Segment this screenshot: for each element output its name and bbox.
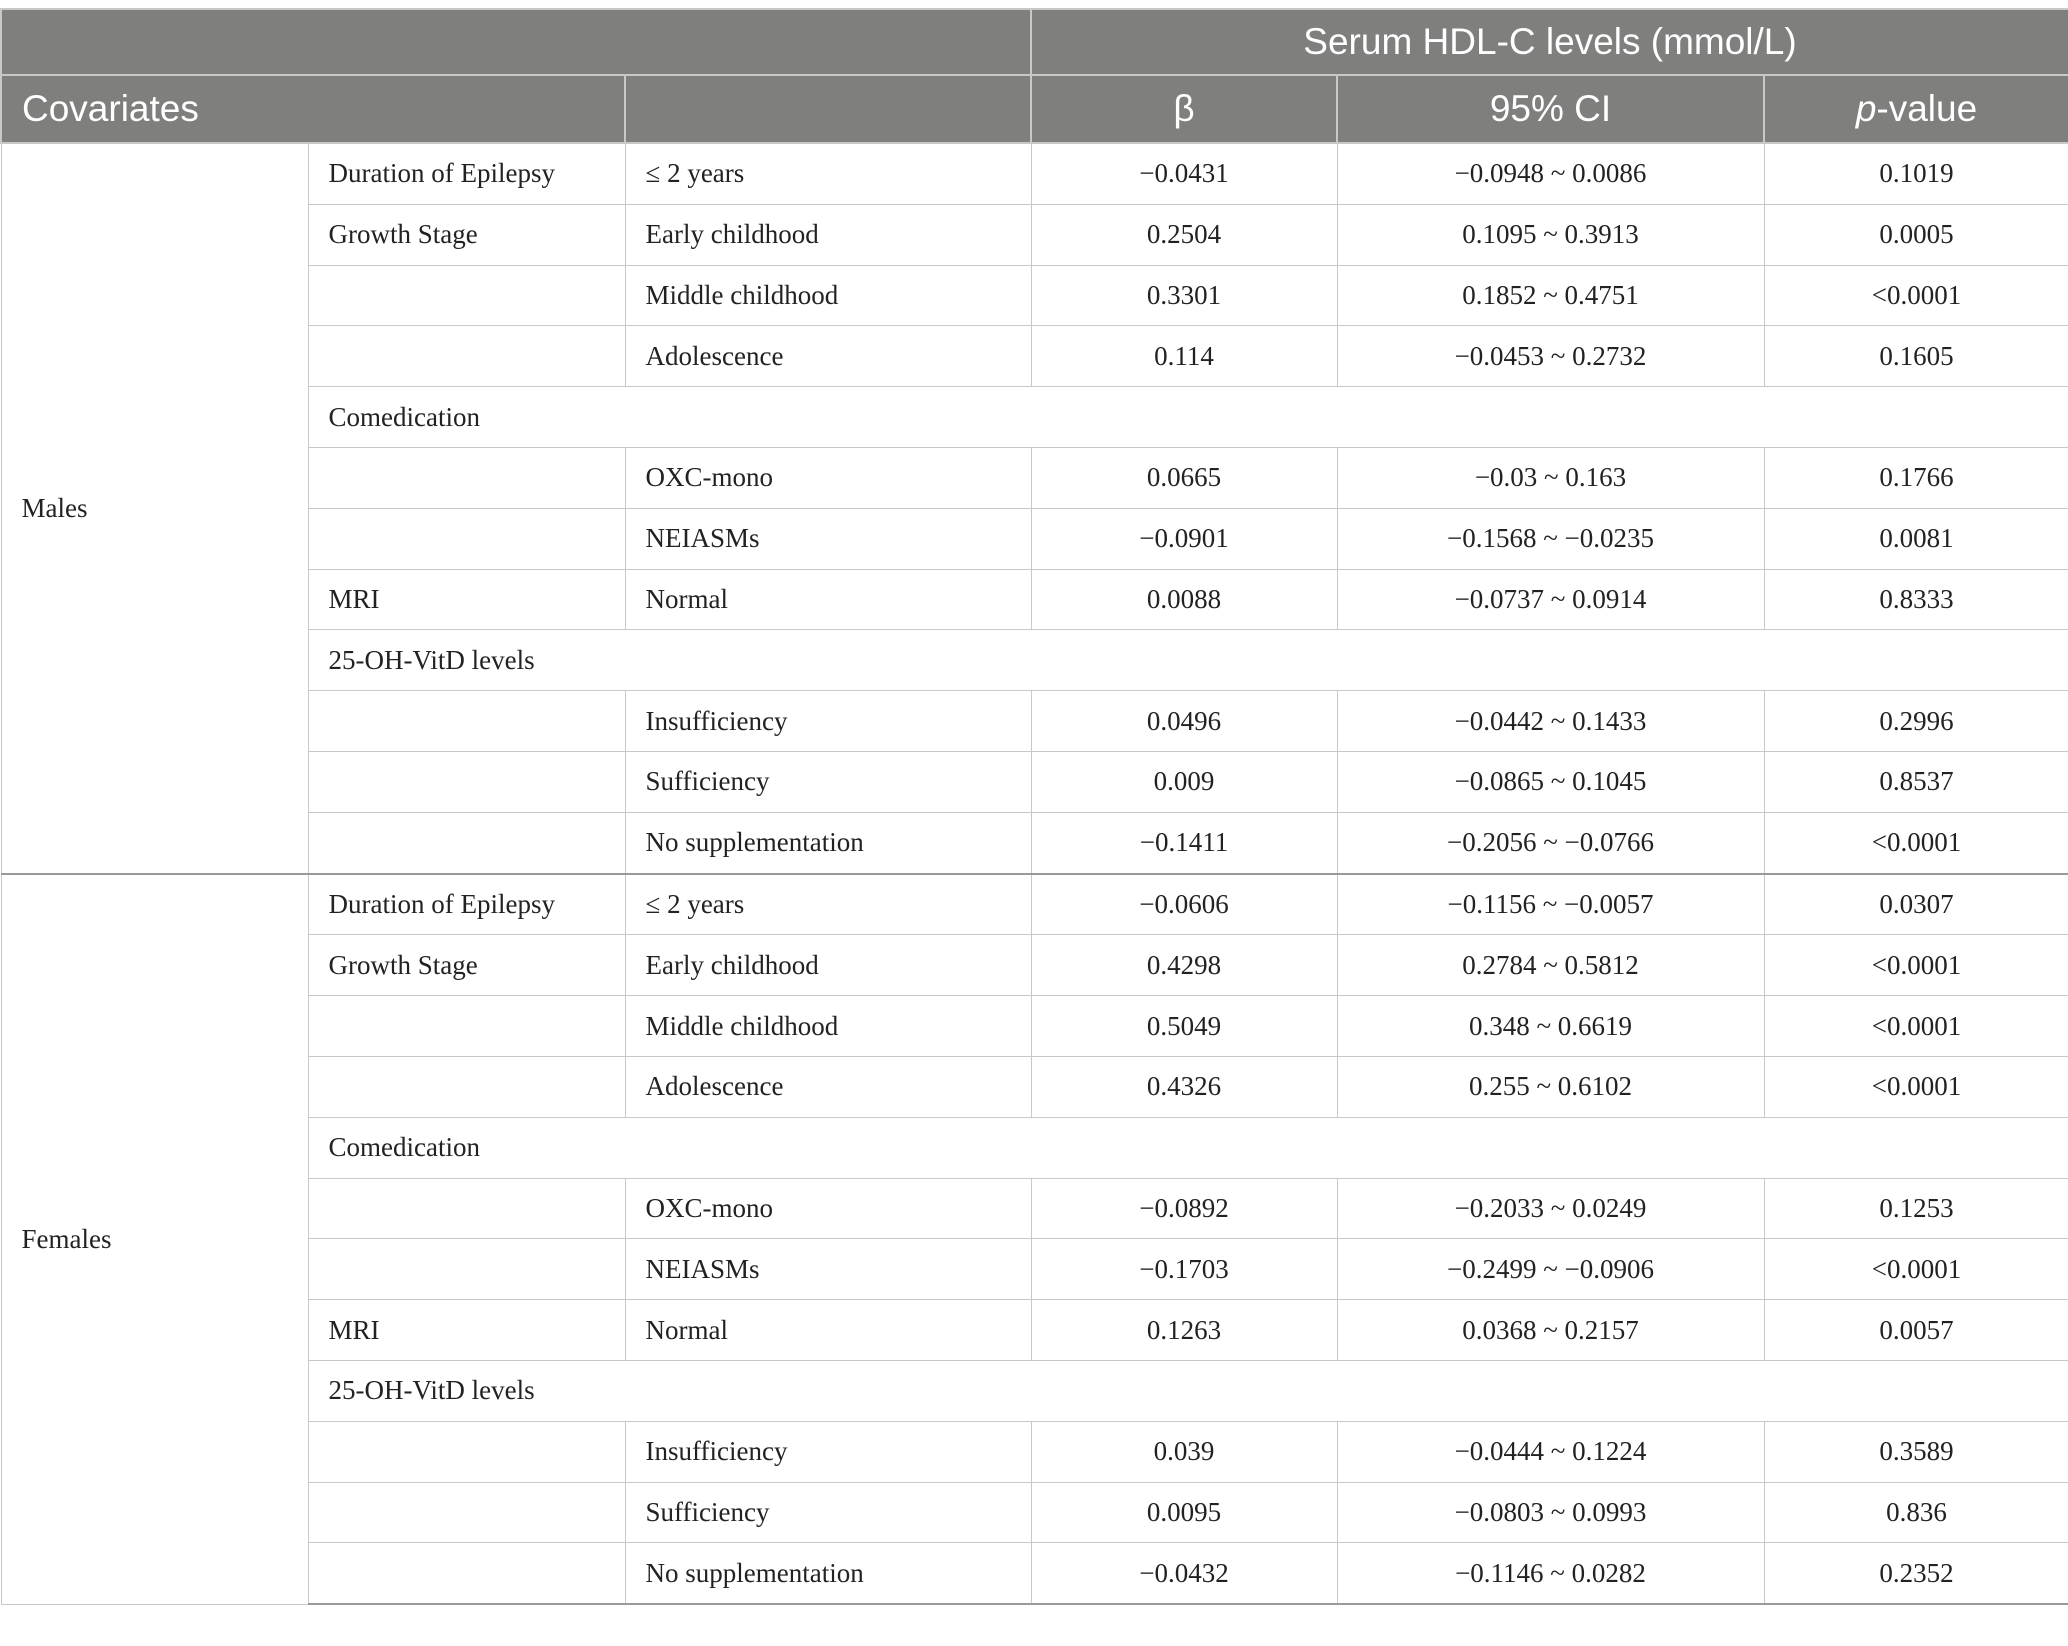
p-value-cell: 0.1253: [1764, 1178, 2068, 1239]
covariate-cell: [308, 1482, 625, 1543]
covariate-cell: [308, 326, 625, 387]
table-row: [1, 1239, 2068, 1300]
beta-cell: 0.4298: [1031, 935, 1337, 996]
ci-cell: −0.0442 ~ 0.1433: [1337, 691, 1764, 752]
p-value-cell: 0.1019: [1764, 143, 2068, 204]
p-value-header: [1764, 75, 2068, 143]
covariate-cell: [308, 1543, 625, 1604]
p-value-cell: 0.2352: [1764, 1543, 2068, 1604]
beta-cell: −0.0432: [1031, 1543, 1337, 1604]
table-body: [1, 143, 2068, 1604]
table-row: [1, 447, 2068, 508]
ci-cell: 0.1852 ~ 0.4751: [1337, 265, 1764, 326]
p-value-cell: 0.8537: [1764, 751, 2068, 812]
level-cell: ≤ 2 years: [625, 874, 1031, 935]
ci-cell: −0.0444 ~ 0.1224: [1337, 1421, 1764, 1482]
beta-cell: 0.0095: [1031, 1482, 1337, 1543]
covariate-cell: [308, 1056, 625, 1117]
covariate-cell: [308, 508, 625, 569]
p-value-cell: <0.0001: [1764, 265, 2068, 326]
level-cell: Adolescence: [625, 326, 1031, 387]
table-header: [1, 9, 2068, 143]
level-header-blank: [625, 75, 1031, 143]
table-row: [1, 143, 2068, 204]
ci-cell: 0.348 ~ 0.6619: [1337, 996, 1764, 1057]
covariate-cell: Growth Stage: [308, 204, 625, 265]
covariate-cell: Duration of Epilepsy: [308, 143, 625, 204]
ci-cell: 0.255 ~ 0.6102: [1337, 1056, 1764, 1117]
p-value-cell: 0.0057: [1764, 1300, 2068, 1361]
section-row: [1, 630, 2068, 691]
table-row: [1, 1178, 2068, 1239]
p-suffix: -value: [1876, 88, 1978, 129]
section-row: [1, 1117, 2068, 1178]
covariate-cell: MRI: [308, 1300, 625, 1361]
level-cell: Early childhood: [625, 204, 1031, 265]
covariate-cell: [308, 691, 625, 752]
ci-cell: −0.1568 ~ −0.0235: [1337, 508, 1764, 569]
beta-cell: 0.039: [1031, 1421, 1337, 1482]
p-value-cell: 0.0081: [1764, 508, 2068, 569]
p-value-cell: 0.0005: [1764, 204, 2068, 265]
beta-cell: 0.3301: [1031, 265, 1337, 326]
serum-hdl-header: Serum HDL-C levels (mmol/L): [1031, 9, 2068, 75]
p-value-cell: 0.0307: [1764, 874, 2068, 935]
table-row: [1, 812, 2068, 873]
beta-cell: −0.0431: [1031, 143, 1337, 204]
ci-cell: −0.0453 ~ 0.2732: [1337, 326, 1764, 387]
level-cell: Normal: [625, 569, 1031, 630]
table-row: [1, 569, 2068, 630]
table-row: [1, 204, 2068, 265]
beta-cell: 0.0088: [1031, 569, 1337, 630]
header-row-top: [1, 9, 2068, 75]
p-value-cell: 0.836: [1764, 1482, 2068, 1543]
table-row: [1, 996, 2068, 1057]
level-cell: Sufficiency: [625, 751, 1031, 812]
ci-cell: 0.1095 ~ 0.3913: [1337, 204, 1764, 265]
p-value-cell: <0.0001: [1764, 935, 2068, 996]
results-table: [0, 8, 2068, 1605]
table-row: [1, 1543, 2068, 1604]
beta-cell: −0.0901: [1031, 508, 1337, 569]
level-cell: Normal: [625, 1300, 1031, 1361]
covariate-cell: MRI: [308, 569, 625, 630]
ci-header: 95% CI: [1337, 75, 1764, 143]
table-row: [1, 508, 2068, 569]
section-label: Comedication: [308, 387, 2068, 448]
p-value-cell: <0.0001: [1764, 1056, 2068, 1117]
group-label: Females: [1, 874, 308, 1605]
beta-cell: 0.009: [1031, 751, 1337, 812]
group-label: Males: [1, 143, 308, 874]
table-row: [1, 751, 2068, 812]
ci-cell: −0.2033 ~ 0.0249: [1337, 1178, 1764, 1239]
level-cell: ≤ 2 years: [625, 143, 1031, 204]
section-label: Comedication: [308, 1117, 2068, 1178]
beta-header: β: [1031, 75, 1337, 143]
covariate-cell: [308, 1178, 625, 1239]
level-cell: Sufficiency: [625, 1482, 1031, 1543]
covariate-cell: [308, 812, 625, 873]
header-blank-cell: [1, 9, 1031, 75]
level-cell: Middle childhood: [625, 265, 1031, 326]
table-row: [1, 1300, 2068, 1361]
level-cell: Adolescence: [625, 1056, 1031, 1117]
p-value-cell: 0.1766: [1764, 447, 2068, 508]
table-row: [1, 935, 2068, 996]
ci-cell: −0.2056 ~ −0.0766: [1337, 812, 1764, 873]
beta-cell: 0.114: [1031, 326, 1337, 387]
table-row: [1, 1482, 2068, 1543]
section-row: [1, 387, 2068, 448]
level-cell: No supplementation: [625, 1543, 1031, 1604]
beta-cell: 0.1263: [1031, 1300, 1337, 1361]
beta-cell: 0.4326: [1031, 1056, 1337, 1117]
level-cell: NEIASMs: [625, 508, 1031, 569]
level-cell: Early childhood: [625, 935, 1031, 996]
level-cell: OXC-mono: [625, 1178, 1031, 1239]
p-value-cell: <0.0001: [1764, 1239, 2068, 1300]
beta-cell: −0.1703: [1031, 1239, 1337, 1300]
ci-cell: −0.0865 ~ 0.1045: [1337, 751, 1764, 812]
header-row-sub: [1, 75, 2068, 143]
level-cell: Insufficiency: [625, 1421, 1031, 1482]
ci-cell: −0.0948 ~ 0.0086: [1337, 143, 1764, 204]
beta-cell: −0.0606: [1031, 874, 1337, 935]
covariate-cell: [308, 1421, 625, 1482]
covariate-cell: [308, 1239, 625, 1300]
table-row: [1, 326, 2068, 387]
beta-cell: −0.1411: [1031, 812, 1337, 873]
table-row: [1, 1056, 2068, 1117]
covariate-cell: [308, 447, 625, 508]
ci-cell: −0.1146 ~ 0.0282: [1337, 1543, 1764, 1604]
p-value-cell: 0.2996: [1764, 691, 2068, 752]
p-value-cell: 0.3589: [1764, 1421, 2068, 1482]
level-cell: NEIASMs: [625, 1239, 1031, 1300]
covariate-cell: [308, 751, 625, 812]
ci-cell: −0.03 ~ 0.163: [1337, 447, 1764, 508]
section-label: 25-OH-VitD levels: [308, 630, 2068, 691]
ci-cell: 0.0368 ~ 0.2157: [1337, 1300, 1764, 1361]
table-row: [1, 691, 2068, 752]
ci-cell: −0.0737 ~ 0.0914: [1337, 569, 1764, 630]
ci-cell: −0.1156 ~ −0.0057: [1337, 874, 1764, 935]
beta-cell: 0.2504: [1031, 204, 1337, 265]
beta-cell: 0.0665: [1031, 447, 1337, 508]
section-label: 25-OH-VitD levels: [308, 1360, 2068, 1421]
section-row: [1, 1360, 2068, 1421]
covariate-cell: [308, 996, 625, 1057]
level-cell: Middle childhood: [625, 996, 1031, 1057]
p-value-cell: <0.0001: [1764, 812, 2068, 873]
covariate-cell: [308, 265, 625, 326]
level-cell: OXC-mono: [625, 447, 1031, 508]
p-value-cell: <0.0001: [1764, 996, 2068, 1057]
p-italic: p: [1855, 88, 1877, 129]
table-row: [1, 874, 2068, 935]
covariates-header: Covariates: [1, 75, 625, 143]
covariate-cell: Duration of Epilepsy: [308, 874, 625, 935]
ci-cell: −0.0803 ~ 0.0993: [1337, 1482, 1764, 1543]
beta-cell: −0.0892: [1031, 1178, 1337, 1239]
covariate-cell: Growth Stage: [308, 935, 625, 996]
table-row: [1, 1421, 2068, 1482]
p-value-cell: 0.8333: [1764, 569, 2068, 630]
table-row: [1, 265, 2068, 326]
level-cell: No supplementation: [625, 812, 1031, 873]
level-cell: Insufficiency: [625, 691, 1031, 752]
beta-cell: 0.0496: [1031, 691, 1337, 752]
beta-cell: 0.5049: [1031, 996, 1337, 1057]
ci-cell: −0.2499 ~ −0.0906: [1337, 1239, 1764, 1300]
ci-cell: 0.2784 ~ 0.5812: [1337, 935, 1764, 996]
p-value-cell: 0.1605: [1764, 326, 2068, 387]
